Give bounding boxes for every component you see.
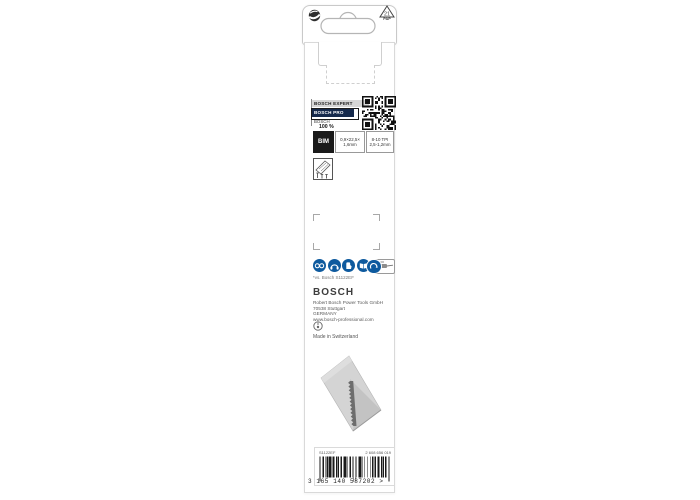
window-corner-tl [313,214,320,221]
tier-bar-pro: BOSCH PRO [312,109,354,117]
ean-digits [308,478,384,485]
origin-label: Made in Switzerland [313,334,359,340]
fold-tab-inner [326,65,375,84]
address-line: GERMANY [313,311,337,316]
bosch-logo-text: BOSCH [313,287,355,298]
window-corner-br [373,243,380,250]
pap-label: PAP [383,17,391,21]
spec-dim-line2: 1,6mm [343,142,357,147]
fold-tab-outer [318,42,382,66]
spec-dim-line1: 0,9×22,5× [340,136,360,142]
eye-protection-icon [313,259,326,272]
spec-dimensions [335,131,365,153]
tier-bar-bosch: BOSCH [314,119,330,124]
gloves-icon [342,259,355,272]
window-corner-tr [373,214,380,221]
ean-guard-suffix: > [379,478,384,485]
ean-number: 3 165 140 587202 [308,478,376,485]
euro-hang-slot [316,9,378,37]
address-line: 70538 Stuttgart [313,305,346,311]
conformity-mark-icon [313,321,323,331]
spec-table [313,131,394,153]
qr-code [362,96,396,130]
saw-blade-product-image [310,348,390,438]
spec-tpi-line1: 8-10 TPI [371,136,389,142]
tier-percent-label: 100 % [319,124,334,130]
address-line: Robert Bosch Power Tools GmbH [313,300,383,305]
ear-protection-icon [328,259,341,272]
barcode-code-left: S1122EF [319,450,336,455]
rotate-arrow-icon [366,259,382,275]
barcode-code-right: 2 608 656 019 [365,450,391,455]
spec-tpi-line2: 2,5-1,2mm [369,142,391,147]
wood-with-nails-icon [313,158,333,180]
pap-code-text: 21 [383,11,391,18]
window-corner-bl [313,243,320,250]
comparison-footnote: *vs. Bosch S1122EF [313,275,354,280]
manufacturer-address [313,300,383,322]
spec-material: BIM [313,131,334,153]
tier-bar-expert: BOSCH EXPERT [312,100,369,107]
pap-recycle-icon [379,5,395,23]
address-line: www.bosch-professional.com [313,316,374,322]
spec-tpi [366,131,394,153]
